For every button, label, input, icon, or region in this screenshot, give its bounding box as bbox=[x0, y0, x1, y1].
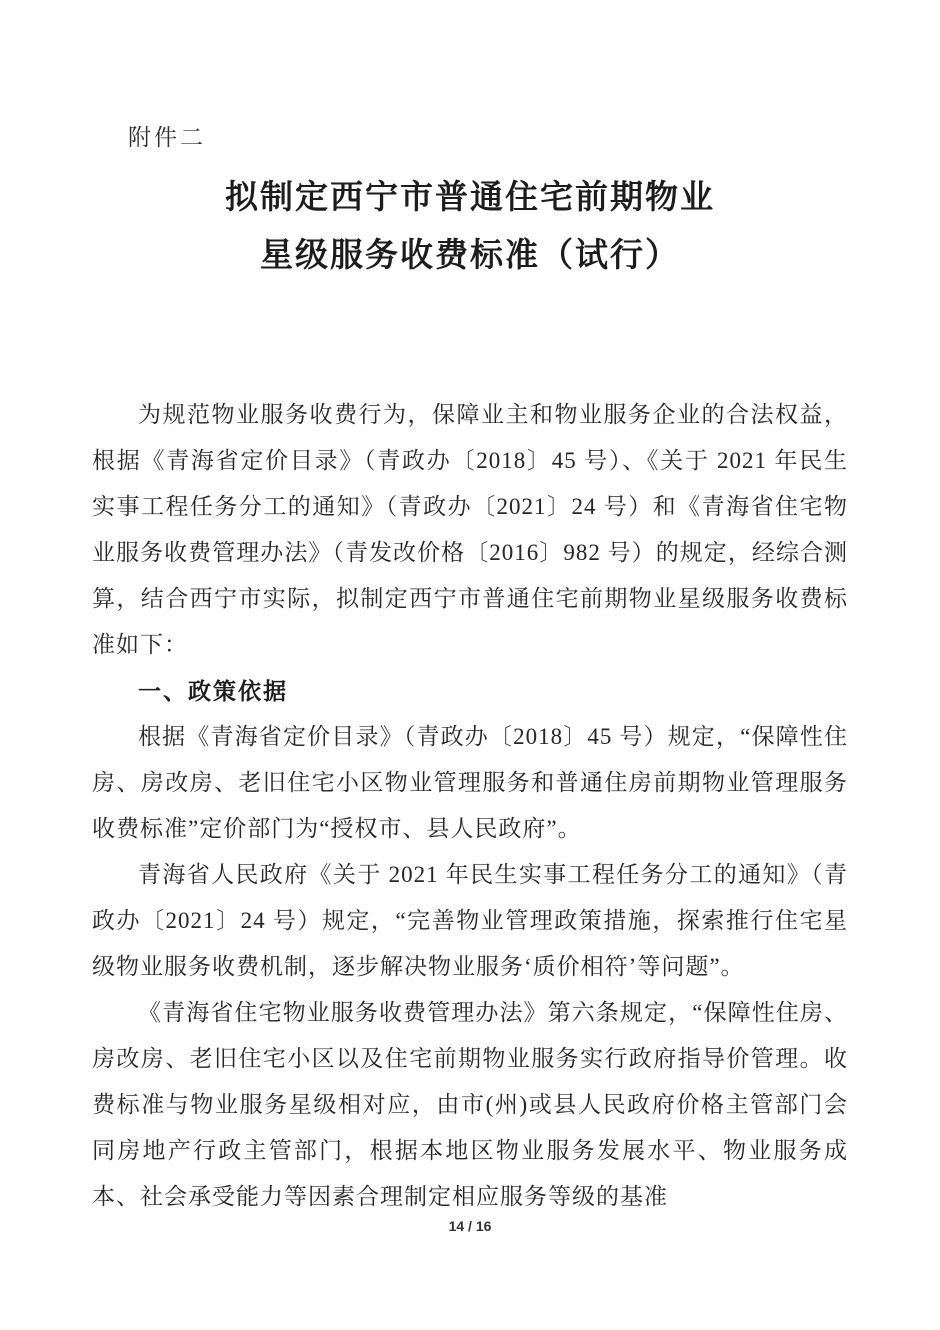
document-title-line-2: 星级服务收费标准（试行） bbox=[260, 236, 680, 273]
paragraph-fee-management-measures: 《青海省住宅物业服务收费管理办法》第六条规定，“保障性住房、房改房、老旧住宅小区以及住宅前期物业服务实行政府指导价管理。收费标准与物业服务星级相对应，由市(州)或县人民政府价格主管部门会同房地产行政主管部门，根据本地区物业服务发展水平、物业服务成本、社会承受能力等因素合理制定相应服务等级的基准 bbox=[92, 1000, 848, 1209]
paragraph-pricing-catalog: 根据《青海省定价目录》（青政办〔2018〕45 号）规定，“保障性住房、房改房、老旧住宅小区物业管理服务和普通住房前期物业管理服务收费标准”定价部门为“授权市、县人民政府”。 bbox=[92, 724, 848, 841]
document-title bbox=[92, 168, 848, 284]
document-title-line-1: 拟制定西宁市普通住宅前期物业 bbox=[225, 178, 715, 215]
attachment-label: 附件二 bbox=[128, 125, 206, 150]
page-number: 14 / 16 bbox=[448, 1218, 492, 1234]
section-heading-policy-basis: 一、政策依据 bbox=[138, 678, 288, 704]
document-body bbox=[92, 392, 848, 1220]
paragraph-intro: 为规范物业服务收费行为，保障业主和物业服务企业的合法权益，根据《青海省定价目录》（青政办〔2018〕45 号）、《关于 2021 年民生实事工程任务分工的通知》（青政办〔2021〕24 号）和《青海省住宅物业服务收费管理办法》（青发改价格〔2016〕982 号）的规定，经综合测算，结合西宁市实际，拟制定西宁市普通住宅前期物业星级服务收费标准如下： bbox=[92, 402, 848, 657]
paragraph-provincial-notice: 青海省人民政府《关于 2021 年民生实事工程任务分工的通知》（青政办〔2021〕24 号）规定，“完善物业管理政策措施，探索推行住宅星级物业服务收费机制，逐步解决物业服务‘质价相符’等问题”。 bbox=[92, 862, 848, 979]
